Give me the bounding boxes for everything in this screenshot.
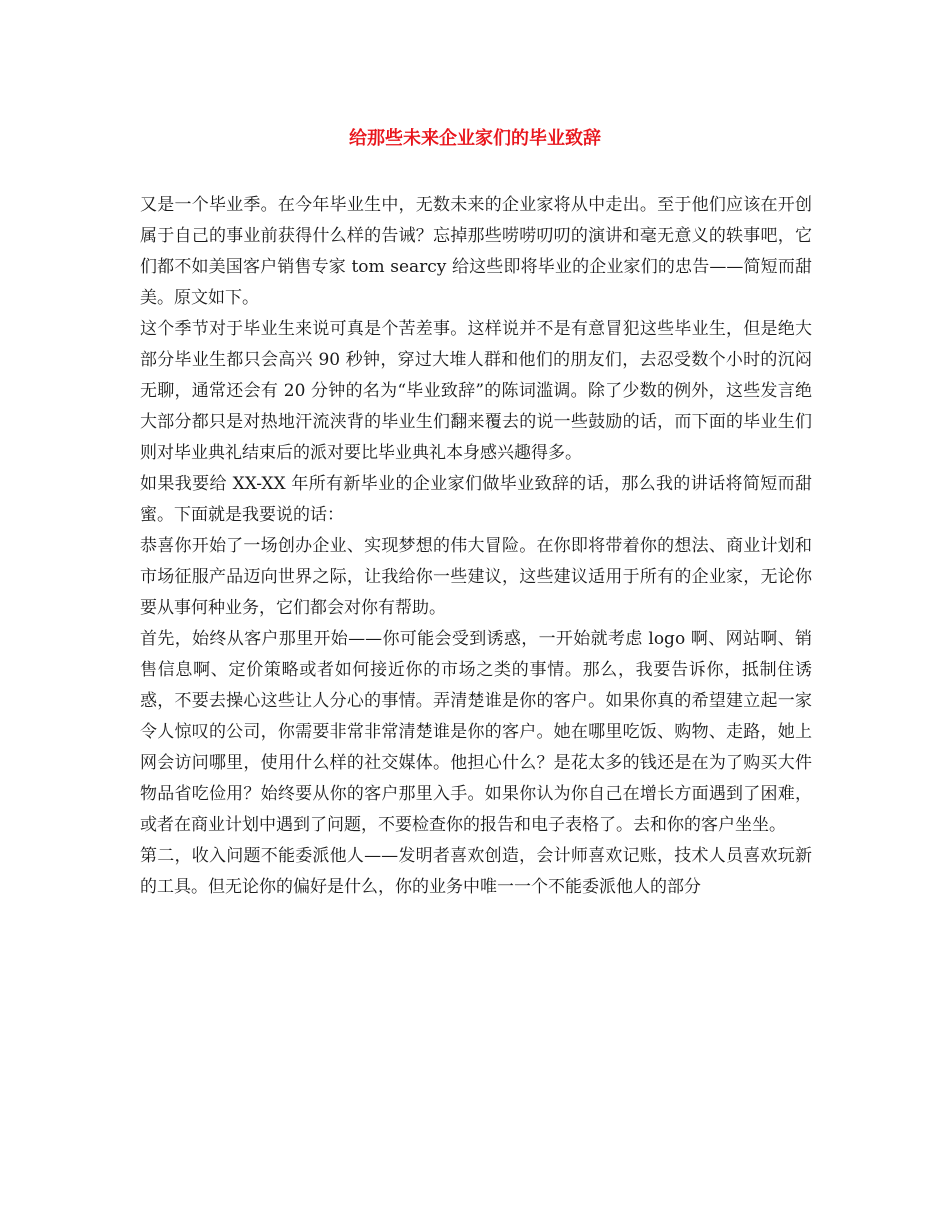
document-title: 给那些未来企业家们的毕业致辞 [349,128,601,149]
paragraph: 如果我要给 XX-XX 年所有新毕业的企业家们做毕业致辞的话，那么我的讲话将简短而甜蜜。下面就是我要说的话： [140,474,812,525]
paragraph: 这个季节对于毕业生来说可真是个苦差事。这样说并不是有意冒犯这些毕业生，但是绝大部分毕业生都只会高兴 90 秒钟，穿过大堆人群和他们的朋友们，去忍受数个小时的沉闷无聊，通常还会有 20 分钟的名为“毕业致辞”的陈词滥调。除了少数的例外，这些发言绝大部分都只是对热地汗流浃背的毕业生们翻来覆去的说一些鼓励的话，而下面的毕业生们则对毕业典礼结束后的派对要比毕业典礼本身感兴趣得多。 [140,319,812,463]
paragraph: 恭喜你开始了一场创办企业、实现梦想的伟大冒险。在你即将带着你的想法、商业计划和市场征服产品迈向世界之际，让我给你一些建议，这些建议适用于所有的企业家，无论你要从事何种业务，它们都会对你有帮助。 [140,536,812,618]
paragraph: 首先，始终从客户那里开始——你可能会受到诱惑，一开始就考虑 logo 啊、网站啊、销售信息啊、定价策略或者如何接近你的市场之类的事情。那么，我要告诉你，抵制住诱惑，不要去操心这些让人分心的事情。弄清楚谁是你的客户。如果你真的希望建立起一家令人惊叹的公司，你需要非常非常清楚谁是你的客户。她在哪里吃饭、购物、走路，她上网会访问哪里，使用什么样的社交媒体。他担心什么？是花太多的钱还是在为了购买大件物品省吃俭用？始终要从你的客户那里入手。如果你认为你自己在增长方面遇到了困难，或者在商业计划中遇到了问题，不要检查你的报告和电子表格了。去和你的客户坐坐。 [140,629,812,835]
document-body [140,190,812,903]
paragraph: 第二，收入问题不能委派他人——发明者喜欢创造，会计师喜欢记账，技术人员喜欢玩新的工具。但无论你的偏好是什么，你的业务中唯一一个不能委派他人的部分 [140,846,812,897]
paragraph: 又是一个毕业季。在今年毕业生中，无数未来的企业家将从中走出。至于他们应该在开创属于自己的事业前获得什么样的告诫？忘掉那些唠唠叨叨的演讲和毫无意义的轶事吧，它们都不如美国客户销售专家 tom searcy 给这些即将毕业的企业家们的忠告——简短而甜美。原文如下。 [140,195,812,308]
